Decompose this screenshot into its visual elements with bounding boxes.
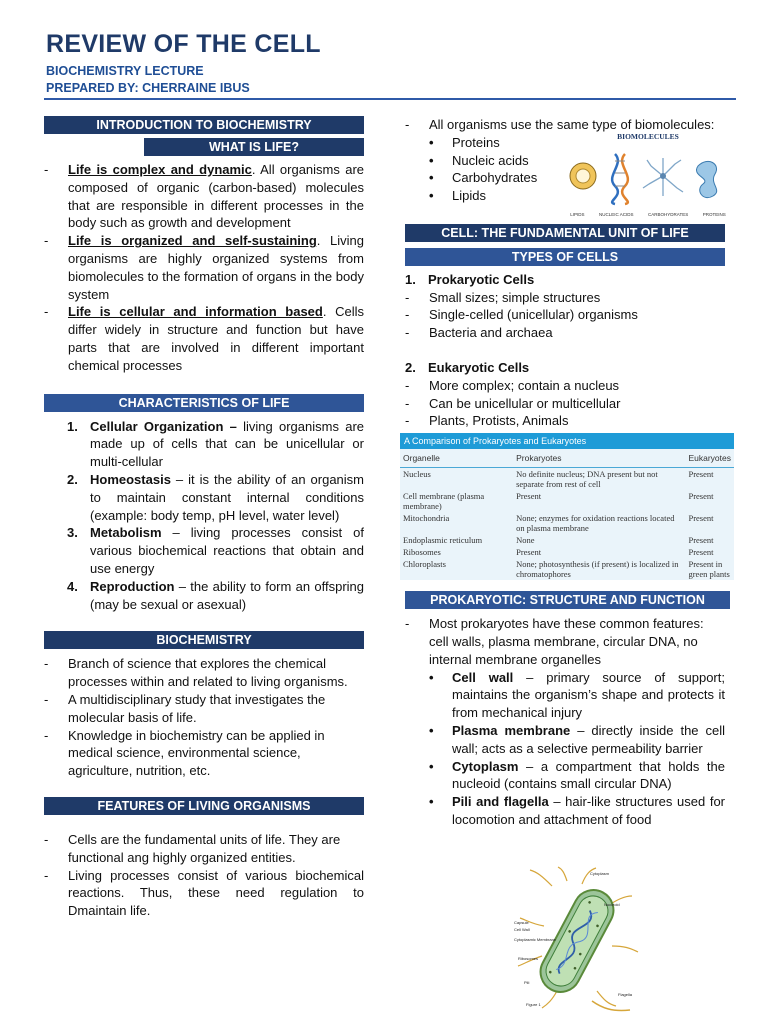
list-item: • Cell wall – primary source of support; maintains the organism’s shape and protects it from mechanical injury [429,669,725,721]
table-header-row [400,449,734,468]
intro-header: INTRODUCTION TO BIOCHEMISTRY [44,116,364,134]
column-header: Eukaryotes [685,449,734,468]
cell-unit-header: CELL: THE FUNDAMENTAL UNIT OF LIFE [405,224,725,242]
page-subtitle: BIOCHEMISTRY LECTURE [46,64,204,78]
table-caption: A Comparison of Prokaryotes and Eukaryotes [400,433,734,449]
svg-text:Capsule: Capsule [514,920,529,925]
structure-function-header: PROKARYOTIC: STRUCTURE AND FUNCTION [405,591,730,609]
list-item: 4. Reproduction – the ability to form an offspring (may be sexual or asexual) [67,578,364,612]
list-item: - Life is cellular and information based. Cells differ widely in structure and function but have parts that are involved in different important chemical processes [44,304,365,373]
features-list [44,831,364,920]
list-item: 3. Metabolism – living processes consist of various biochemical reactions that obtain and use energy [67,525,364,576]
list-item: • Proteins [429,134,500,150]
list-item: - Most prokaryotes have these common features: cell walls, plasma membrane, circular DNA, no internal membrane organelles [405,616,704,667]
list-item: • Lipids [429,188,486,204]
table-row: Nucleus No definite nucleus; DNA present but not separate from rest of cell Present [403,469,714,490]
list-item: - Can be unicellular or multicellular [405,395,621,411]
list-item: • Cytoplasm – a compartment that holds the nucleoid (contains small circular DNA) [429,758,725,792]
biomolecules-block [405,131,726,218]
svg-text:Figure 1: Figure 1 [526,1002,541,1007]
biochemistry-header: BIOCHEMISTRY [44,631,364,649]
comparison-table [400,433,734,580]
list-item: - A multidisciplinary study that investigates the molecular basis of life. [44,691,326,725]
section-title: 1. Prokaryotic Cells [405,271,535,287]
page-author: PREPARED BY: CHERRAINE IBUS [46,81,250,95]
list-item: - Plants, Protists, Animals [405,413,569,429]
structure-list [405,615,725,829]
list-item: - Bacteria and archaea [405,325,553,341]
prokaryote-cell-illustration [512,866,647,1014]
characteristics-list [44,418,364,614]
what-is-life-header: WHAT IS LIFE? [144,138,364,156]
svg-text:Pili: Pili [524,980,530,985]
table-row: Cell membrane (plasma membrane) Present Present [403,491,714,512]
table-row: Endoplasmic reticulum None Present [403,535,714,546]
biochemistry-list [44,655,364,780]
figure-title: BIOMOLECULES [617,131,679,141]
list-item: • Carbohydrates [429,170,538,186]
figure-labels: LIPIDS NUCLEIC ACIDS CARBOHYDRATES PROTEINS [570,212,726,218]
biomolecules-intro: - All organisms use the same type of biomolecules: [405,117,715,132]
list-item: - Small sizes; simple structures [405,289,601,305]
table-row: Ribosomes Present Present [403,547,714,558]
list-item: - Cells are the fundamental units of life. They are functional ang highly organized entities. [44,831,341,865]
eukaryotic-section [405,359,725,430]
types-of-cells-header: TYPES OF CELLS [405,248,725,266]
svg-text:Cytoplasm: Cytoplasm [590,871,609,876]
biomolecules-figure [563,126,733,218]
section-title: 2. Eukaryotic Cells [405,359,530,375]
list-item: 1. Cellular Organization – living organisms are made up of cells that can be unicellular or multi-cellular [67,418,365,470]
prokaryote-cell-figure [512,866,647,1014]
header-divider [44,98,736,100]
column-header: Prokaryotes [513,449,685,468]
list-item: - Branch of science that explores the chemical processes within and related to living organisms. [44,656,348,690]
life-list [44,161,364,375]
svg-text:Cytoplasmic Membrane: Cytoplasmic Membrane [514,937,557,942]
list-item: • Nucleic acids [429,152,529,168]
characteristics-header: CHARACTERISTICS OF LIFE [44,394,364,412]
left-column [44,116,364,920]
svg-text:Ribosomes: Ribosomes [518,956,539,961]
list-item: - Single-celled (unicellular) organisms [405,307,638,323]
features-header: FEATURES OF LIVING ORGANISMS [44,797,364,815]
list-item: - More complex; contain a nucleus [405,377,620,393]
biomolecules-list [405,134,574,205]
table-row: Chloroplasts None; photosynthesis (if present) is localized in chromatophores Present in green plants [403,559,730,580]
svg-text:Nucleoid: Nucleoid [604,902,620,907]
prokaryotic-section [405,271,725,342]
list-item: - Living processes consist of various biochemical reactions. Thus, these need regulation to Dmaintain life. [44,867,364,919]
list-item: • Plasma membrane – directly inside the cell wall; acts as a selective permeability barrier [429,722,725,756]
svg-text:Flagella: Flagella [618,992,633,997]
right-column [403,116,731,829]
column-header: Organelle [400,449,513,468]
list-item: • Pili and flagella – hair-like structures used for locomotion and attachment of food [429,794,726,827]
biomolecules-illustration [563,146,733,206]
svg-text:Cell Wall: Cell Wall [514,927,530,932]
page-title: REVIEW OF THE CELL [46,30,321,58]
table-row: Mitochondria None; enzymes for oxidation reactions located on plasma membrane Present [403,513,714,534]
list-item: - Knowledge in biochemistry can be applied in medical science, environmental science, agriculture, nutrition, etc. [44,727,325,779]
list-item: - Life is organized and self-sustaining. Living organisms are highly organized systems from biomolecules to the formation of organs in the body system [44,233,364,302]
list-item: 2. Homeostasis – it is the ability of an organism to maintain constant internal conditions (example: body temp, pH level, water level) [67,471,364,523]
list-item: - Life is complex and dynamic. All organisms are composed of organic (carbon-based) molecules that are responsible in different processes in the body such as growth and development [44,162,365,231]
